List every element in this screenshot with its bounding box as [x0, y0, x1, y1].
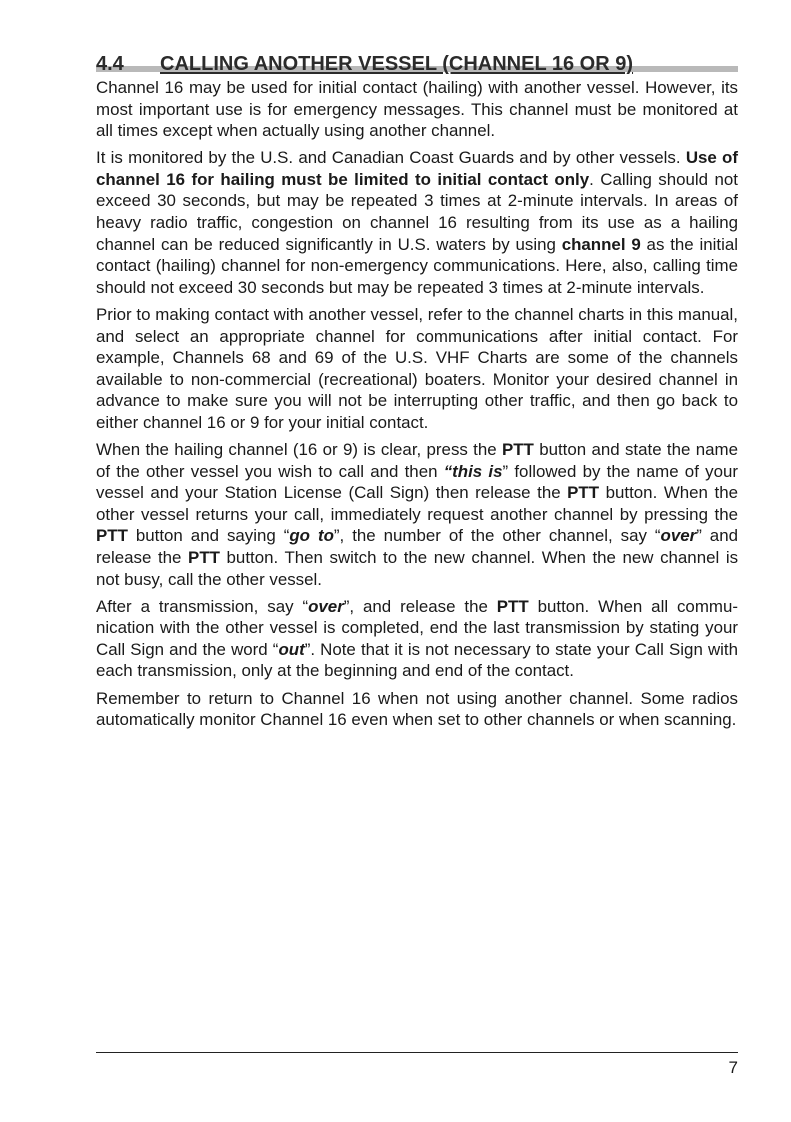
section-title	[96, 53, 633, 75]
text-run: Channel 16 may be used for initial contact (hailing) with another vessel. However, its most important use is for emergency messages. This channel must be monitored at all times except when actually using another channel.	[96, 78, 738, 141]
text-run: Prior to making contact with another vessel, refer to the channel charts in this manual, and select an appropriate channel for communications after initial contact. For example, Channels 68 and 69 of the U.S. VHF Charts are some of the channels available to non-commercial (recreational) boaters. Monitor your desired channel in advance to make sure you will not be interrupting other traffic, and then go back to either channel 16 or 9 for your initial contact.	[96, 304, 738, 432]
footer-rule	[96, 1052, 738, 1053]
text-run: ” and release the	[96, 526, 738, 567]
body-text	[96, 77, 738, 736]
text-run: as the initial contact (hailing) channel for non-emergency communications. Here, also, calling time should not exceed 30 seconds but may be repeated 3 times at 2-minute intervals.	[96, 234, 738, 297]
text-run: It is monitored by the U.S. and Canadian Coast Guards and by other vessels.	[96, 148, 686, 168]
emphasized-text: out	[278, 639, 305, 659]
emphasized-text: “this is	[443, 461, 503, 481]
text-run: button and state the name of the other vessel you wish to call and then	[96, 440, 738, 481]
text-run: . Calling should not exceed 30 seconds, but may be repeated 3 times at 2-minute intervals. In areas of heavy radio traffic, congestion on channel 16 resulting from its use as a hailing channel can be reduced significantly in U.S. waters by using	[96, 169, 738, 254]
text-run: ”, and release the	[343, 596, 497, 616]
paragraph	[96, 596, 738, 682]
paragraph	[96, 688, 738, 731]
text-run: ”, the number of the other channel, say “	[333, 526, 661, 546]
text-run: After a transmission, say “	[96, 596, 309, 616]
emphasized-text: Use of channel 16 for hailing must be limited to initial contact only	[96, 148, 738, 189]
emphasized-text: channel 9	[561, 234, 641, 254]
paragraph	[96, 147, 738, 298]
text-run: When the hailing channel (16 or 9) is clear, press the	[96, 440, 502, 459]
emphasized-text: over	[660, 526, 697, 546]
emphasized-text: PTT	[567, 483, 600, 503]
emphasized-text: PTT	[96, 526, 128, 546]
page-number: 7	[728, 1058, 738, 1077]
emphasized-text: PTT	[188, 547, 220, 567]
paragraph	[96, 304, 738, 434]
emphasized-text: PTT	[501, 440, 534, 459]
section-heading	[96, 55, 738, 75]
text-run: button and saying “	[127, 526, 290, 546]
text-run: Remember to return to Channel 16 when not using another channel. Some radios automatically monitor Channel 16 even when set to other channels or when scanning.	[96, 688, 738, 730]
emphasized-text: go to	[289, 526, 334, 546]
section-title-text: CALLING ANOTHER VESSEL (CHANNEL 16 OR 9)	[160, 53, 634, 75]
emphasized-text: PTT	[496, 596, 529, 616]
emphasized-text: over	[308, 596, 344, 616]
paragraph	[96, 77, 738, 142]
text-run: ” followed by the name of your vessel and your Station License (Call Sign) then release the	[96, 461, 738, 503]
text-run: button. When all communication with the other vessel is completed, end the last transmission by stating your Call Sign and the word “	[96, 596, 738, 659]
section-number: 4.4	[96, 53, 124, 75]
text-run: button. When the other vessel returns your call, immediately request another channel by pressing the	[96, 483, 738, 524]
text-run: button. Then switch to the new channel. When the new channel is not busy, call the other vessel.	[96, 547, 739, 589]
paragraph	[96, 439, 738, 590]
text-run: ”. Note that it is not necessary to state your Call Sign with each transmission, only at the beginning and end of the contact.	[96, 639, 738, 681]
